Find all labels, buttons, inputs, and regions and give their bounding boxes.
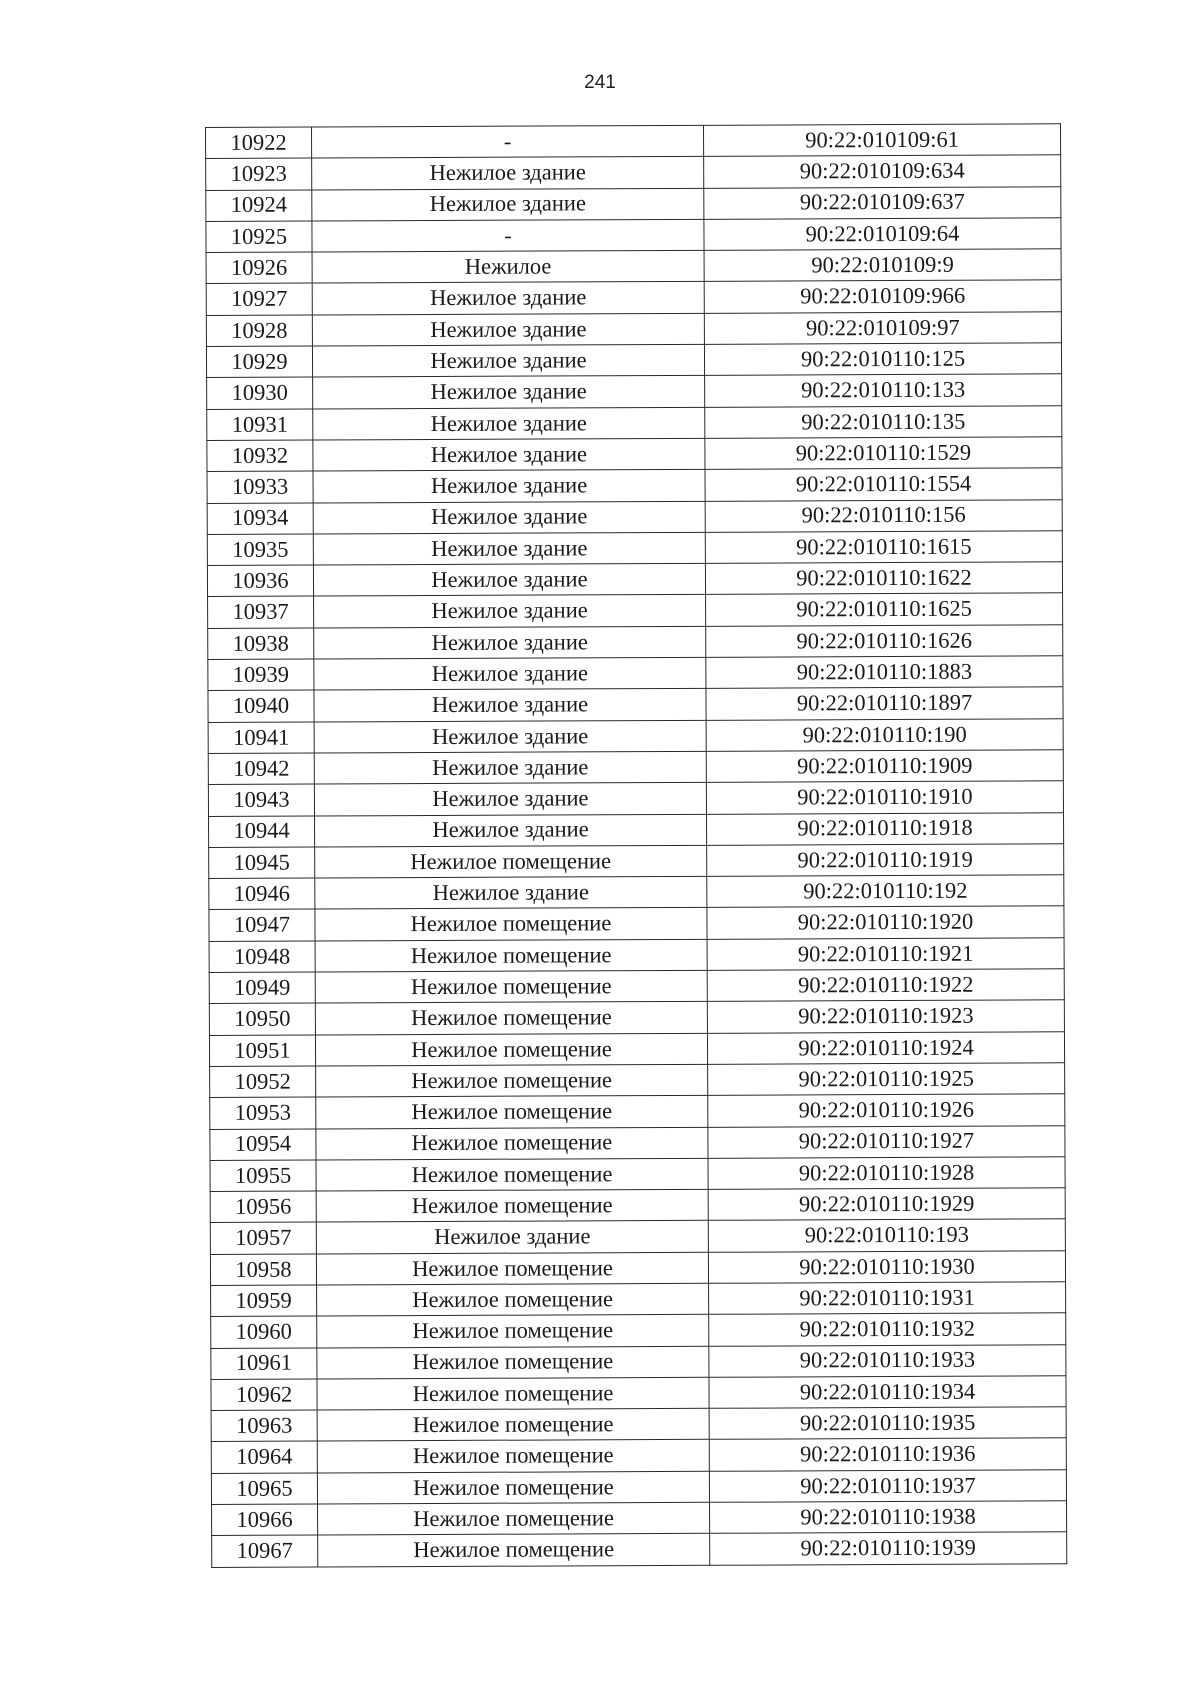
object-type-cell: Нежилое помещение	[316, 1252, 708, 1285]
table-row	[210, 1250, 1065, 1285]
table-row	[207, 405, 1062, 440]
row-number-cell: 10940	[208, 690, 314, 722]
row-number-cell: 10960	[211, 1316, 317, 1348]
cadastral-number-cell: 90:22:010110:1934	[709, 1376, 1066, 1409]
table-row	[211, 1376, 1066, 1411]
object-type-cell: Нежилое помещение	[315, 1033, 707, 1066]
row-number-cell: 10954	[210, 1129, 316, 1161]
row-number-cell: 10953	[210, 1097, 316, 1129]
object-type-cell: Нежилое здание	[314, 626, 706, 659]
cadastral-number-cell: 90:22:010110:1923	[707, 1000, 1064, 1033]
table-row	[211, 1438, 1066, 1473]
table-row	[209, 1031, 1064, 1066]
row-number-cell: 10933	[207, 471, 313, 503]
table-row	[206, 124, 1061, 159]
table-row	[212, 1501, 1067, 1536]
object-type-cell: Нежилое помещение	[316, 1064, 708, 1097]
object-type-cell: Нежилое помещение	[315, 908, 707, 941]
row-number-cell: 10925	[206, 221, 312, 253]
cadastral-number-cell: 90:22:010110:1910	[706, 781, 1063, 814]
row-number-cell: 10924	[206, 190, 312, 222]
cadastral-number-cell: 90:22:010110:1933	[709, 1344, 1066, 1377]
table-row	[209, 1000, 1064, 1035]
object-type-cell: Нежилое помещение	[317, 1315, 709, 1348]
cadastral-number-cell: 90:22:010110:190	[706, 718, 1063, 751]
row-number-cell: 10948	[209, 941, 315, 973]
cadastral-number-cell: 90:22:010110:1919	[707, 844, 1064, 877]
row-number-cell: 10934	[207, 503, 313, 535]
row-number-cell: 10941	[208, 722, 314, 754]
object-type-cell: Нежилое здание	[314, 783, 706, 816]
cadastral-number-cell: 90:22:010110:193	[708, 1219, 1065, 1252]
object-type-cell: Нежилое здание	[313, 438, 705, 471]
table-row	[209, 906, 1064, 941]
object-type-cell: Нежилое здание	[313, 376, 705, 409]
table-row	[207, 468, 1062, 503]
cadastral-number-cell: 90:22:010110:1921	[707, 937, 1064, 970]
object-type-cell: Нежилое здание	[315, 876, 707, 909]
cadastral-number-cell: 90:22:010110:1929	[708, 1188, 1065, 1221]
row-number-cell: 10927	[206, 284, 312, 316]
cadastral-number-cell: 90:22:010110:156	[705, 499, 1062, 532]
object-type-cell: Нежилое помещение	[315, 845, 707, 878]
row-number-cell: 10957	[210, 1222, 316, 1254]
table-row	[206, 343, 1061, 378]
row-number-cell: 10964	[211, 1441, 317, 1473]
row-number-cell: 10926	[206, 252, 312, 284]
cadastral-number-cell: 90:22:010110:1922	[707, 969, 1064, 1002]
row-number-cell: 10935	[207, 534, 313, 566]
table-row	[208, 625, 1063, 660]
table-row	[210, 1063, 1065, 1098]
row-number-cell: 10930	[207, 377, 313, 409]
table-row	[210, 1125, 1065, 1160]
table-row	[210, 1188, 1065, 1223]
table-row	[207, 531, 1062, 566]
object-type-cell: Нежилое помещение	[316, 1158, 708, 1191]
row-number-cell: 10923	[206, 158, 312, 190]
object-type-cell: Нежилое помещение	[316, 1189, 708, 1222]
object-type-cell: Нежилое помещение	[317, 1471, 709, 1504]
table-row	[207, 437, 1062, 472]
table-row	[211, 1344, 1066, 1379]
row-number-cell: 10952	[210, 1066, 316, 1098]
object-type-cell: Нежилое здание	[314, 751, 706, 784]
row-number-cell: 10922	[206, 127, 312, 159]
row-number-cell: 10958	[210, 1254, 316, 1286]
row-number-cell: 10943	[208, 784, 314, 816]
object-type-cell: Нежилое здание	[313, 532, 705, 565]
object-type-cell: -	[312, 219, 704, 252]
object-type-cell: Нежилое здание	[313, 501, 705, 534]
cadastral-number-cell: 90:22:010109:637	[704, 186, 1061, 219]
table-row	[211, 1407, 1066, 1442]
table-row	[208, 750, 1063, 785]
table-row	[211, 1470, 1066, 1505]
row-number-cell: 10928	[206, 315, 312, 347]
row-number-cell: 10962	[211, 1379, 317, 1411]
object-type-cell: Нежилое помещение	[318, 1534, 710, 1567]
object-type-cell: Нежилое здание	[312, 344, 704, 377]
row-number-cell: 10959	[211, 1285, 317, 1317]
property-table	[205, 123, 1067, 1567]
cadastral-number-cell: 90:22:010110:1930	[708, 1250, 1065, 1283]
cadastral-number-cell: 90:22:010109:9	[704, 249, 1061, 282]
cadastral-number-cell: 90:22:010110:1928	[708, 1157, 1065, 1190]
row-number-cell: 10942	[208, 753, 314, 785]
row-number-cell: 10967	[212, 1535, 318, 1567]
cadastral-number-cell: 90:22:010110:1909	[706, 750, 1063, 783]
cadastral-number-cell: 90:22:010110:1935	[709, 1407, 1066, 1440]
object-type-cell: Нежилое помещение	[315, 970, 707, 1003]
table-row	[209, 937, 1064, 972]
cadastral-number-cell: 90:22:010110:1937	[709, 1470, 1066, 1503]
object-type-cell: Нежилое здание	[312, 157, 704, 190]
cadastral-number-cell: 90:22:010109:64	[704, 218, 1061, 251]
object-type-cell: Нежилое здание	[313, 407, 705, 440]
row-number-cell: 10946	[209, 878, 315, 910]
object-type-cell: Нежилое здание	[312, 313, 704, 346]
table-row	[206, 186, 1061, 221]
table-row	[210, 1094, 1065, 1129]
table-row	[210, 1157, 1065, 1192]
cadastral-number-cell: 90:22:010109:97	[704, 312, 1061, 345]
object-type-cell: Нежилое	[312, 251, 704, 284]
cadastral-number-cell: 90:22:010110:1920	[707, 906, 1064, 939]
row-number-cell: 10947	[209, 909, 315, 941]
row-number-cell: 10956	[210, 1191, 316, 1223]
table-row	[206, 218, 1061, 253]
cadastral-number-cell: 90:22:010110:1931	[709, 1282, 1066, 1315]
object-type-cell: Нежилое помещение	[317, 1283, 709, 1316]
cadastral-number-cell: 90:22:010109:966	[704, 280, 1061, 313]
cadastral-number-cell: 90:22:010110:133	[705, 374, 1062, 407]
table-row	[209, 844, 1064, 879]
row-number-cell: 10939	[208, 659, 314, 691]
table-row	[206, 312, 1061, 347]
row-number-cell: 10961	[211, 1348, 317, 1380]
table-row	[209, 812, 1064, 847]
cadastral-number-cell: 90:22:010110:1622	[705, 562, 1062, 595]
object-type-cell: Нежилое помещение	[317, 1408, 709, 1441]
object-type-cell: Нежилое здание	[314, 657, 706, 690]
object-type-cell: Нежилое помещение	[318, 1502, 710, 1535]
cadastral-number-cell: 90:22:010110:1926	[708, 1094, 1065, 1127]
row-number-cell: 10932	[207, 440, 313, 472]
document-table-container	[205, 123, 1066, 1567]
object-type-cell: Нежилое здание	[316, 1221, 708, 1254]
object-type-cell: Нежилое помещение	[316, 1127, 708, 1160]
cadastral-number-cell: 90:22:010110:1938	[710, 1501, 1067, 1534]
row-number-cell: 10936	[207, 565, 313, 597]
object-type-cell: Нежилое здание	[314, 720, 706, 753]
table-row	[208, 781, 1063, 816]
table-row	[208, 718, 1063, 753]
cadastral-number-cell: 90:22:010110:1927	[708, 1125, 1065, 1158]
cadastral-number-cell: 90:22:010110:1932	[709, 1313, 1066, 1346]
cadastral-number-cell: 90:22:010109:634	[704, 155, 1061, 188]
row-number-cell: 10955	[210, 1160, 316, 1192]
row-number-cell: 10944	[209, 816, 315, 848]
table-row	[206, 155, 1061, 190]
cadastral-number-cell: 90:22:010110:1883	[706, 656, 1063, 689]
cadastral-number-cell: 90:22:010109:61	[703, 124, 1060, 157]
row-number-cell: 10929	[206, 346, 312, 378]
object-type-cell: Нежилое здание	[314, 595, 706, 628]
object-type-cell: Нежилое помещение	[315, 939, 707, 972]
cadastral-number-cell: 90:22:010110:1936	[709, 1438, 1066, 1471]
row-number-cell: 10950	[209, 1003, 315, 1035]
table-row	[206, 249, 1061, 284]
cadastral-number-cell: 90:22:010110:1897	[706, 687, 1063, 720]
object-type-cell: Нежилое помещение	[315, 1002, 707, 1035]
object-type-cell: -	[312, 125, 704, 158]
table-row	[211, 1313, 1066, 1348]
cadastral-number-cell: 90:22:010110:1924	[707, 1031, 1064, 1064]
row-number-cell: 10949	[209, 972, 315, 1004]
row-number-cell: 10945	[209, 847, 315, 879]
row-number-cell: 10951	[209, 1035, 315, 1067]
row-number-cell: 10931	[207, 409, 313, 441]
row-number-cell: 10965	[211, 1473, 317, 1505]
table-row	[211, 1282, 1066, 1317]
object-type-cell: Нежилое здание	[315, 814, 707, 847]
object-type-cell: Нежилое здание	[312, 282, 704, 315]
cadastral-number-cell: 90:22:010110:125	[704, 343, 1061, 376]
cadastral-number-cell: 90:22:010110:1939	[710, 1532, 1067, 1565]
cadastral-number-cell: 90:22:010110:135	[705, 405, 1062, 438]
object-type-cell: Нежилое помещение	[316, 1096, 708, 1129]
table-row	[207, 562, 1062, 597]
row-number-cell: 10966	[212, 1504, 318, 1536]
table-row	[210, 1219, 1065, 1254]
table-row	[208, 593, 1063, 628]
object-type-cell: Нежилое помещение	[317, 1440, 709, 1473]
table-row	[209, 875, 1064, 910]
table-row	[208, 656, 1063, 691]
cadastral-number-cell: 90:22:010110:1615	[705, 531, 1062, 564]
row-number-cell: 10937	[208, 596, 314, 628]
row-number-cell: 10963	[211, 1410, 317, 1442]
page-number: 241	[584, 72, 616, 93]
object-type-cell: Нежилое здание	[313, 563, 705, 596]
object-type-cell: Нежилое помещение	[317, 1377, 709, 1410]
row-number-cell: 10938	[208, 628, 314, 660]
cadastral-number-cell: 90:22:010110:1625	[706, 593, 1063, 626]
table-row	[207, 374, 1062, 409]
cadastral-number-cell: 90:22:010110:1529	[705, 437, 1062, 470]
object-type-cell: Нежилое здание	[314, 689, 706, 722]
cadastral-number-cell: 90:22:010110:192	[707, 875, 1064, 908]
object-type-cell: Нежилое здание	[313, 470, 705, 503]
table-row	[208, 687, 1063, 722]
cadastral-number-cell: 90:22:010110:1626	[706, 625, 1063, 658]
object-type-cell: Нежилое здание	[312, 188, 704, 221]
table-row	[206, 280, 1061, 315]
cadastral-number-cell: 90:22:010110:1918	[707, 812, 1064, 845]
object-type-cell: Нежилое помещение	[317, 1346, 709, 1379]
table-row	[212, 1532, 1067, 1567]
cadastral-number-cell: 90:22:010110:1925	[708, 1063, 1065, 1096]
property-table-body	[206, 124, 1067, 1567]
cadastral-number-cell: 90:22:010110:1554	[705, 468, 1062, 501]
table-row	[207, 499, 1062, 534]
table-row	[209, 969, 1064, 1004]
